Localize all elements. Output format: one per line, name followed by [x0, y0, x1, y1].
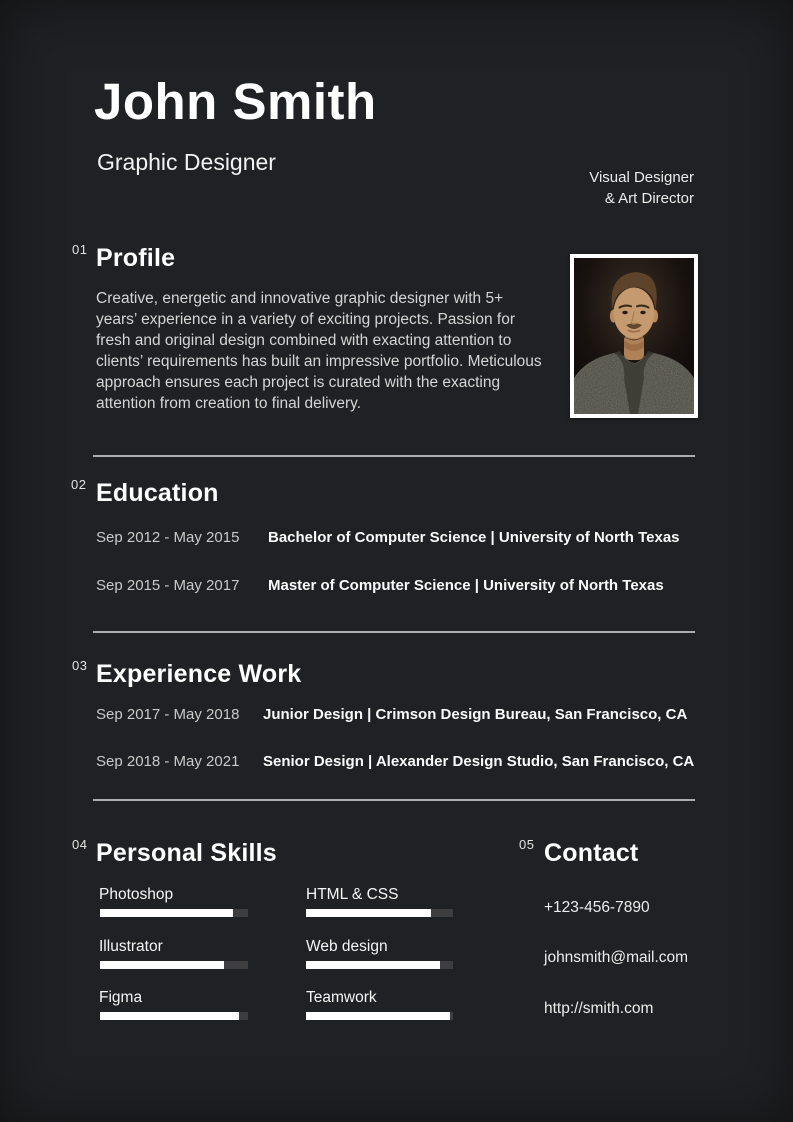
- skill-label: Illustrator: [99, 938, 163, 955]
- tagline: [589, 167, 694, 209]
- education-dates: Sep 2015 - May 2017: [96, 577, 240, 594]
- skill-bar-fill: [306, 1012, 450, 1020]
- contact-phone[interactable]: +123-456-7890: [544, 899, 650, 916]
- experience-dates: Sep 2017 - May 2018: [96, 706, 240, 723]
- skill-bar-fill: [306, 909, 431, 917]
- section-number-contact: 05: [519, 837, 535, 852]
- tagline-line-2: & Art Director: [604, 190, 694, 207]
- experience-detail: Senior Design | Alexander Design Studio, San Francisco, CA: [263, 753, 695, 770]
- skill-label: Photoshop: [99, 886, 174, 903]
- section-number-skills: 04: [72, 837, 88, 852]
- section-title-contact: Contact: [544, 839, 639, 867]
- skill-bar: [100, 961, 248, 969]
- profile-text: Creative, energetic and innovative graphic designer with 5+ years’ experience in a variety of exciting projects. Passion for fresh and original design combined with exacting attention to clients’ requirements has built an impressive portfolio. Meticulous approach ensures each project is curated with the exacting attention from creation to final delivery.: [96, 290, 542, 412]
- skill-bar: [100, 1012, 248, 1020]
- section-number-education: 02: [71, 477, 87, 492]
- portrait-photo: [570, 254, 698, 418]
- portrait-illustration: [574, 258, 694, 414]
- skill-bar-fill: [100, 961, 224, 969]
- section-number-profile: 01: [72, 242, 88, 257]
- divider: [93, 631, 695, 633]
- skill-bar-fill: [100, 909, 233, 917]
- skill-bar-fill: [306, 961, 440, 969]
- skill-bar: [306, 961, 453, 969]
- skill-label: HTML & CSS: [306, 886, 399, 903]
- section-title-experience: Experience Work: [96, 660, 302, 688]
- section-title-profile: Profile: [96, 244, 176, 272]
- divider: [93, 799, 695, 801]
- education-detail: Bachelor of Computer Science | University of North Texas: [268, 529, 680, 546]
- education-dates: Sep 2012 - May 2015: [96, 529, 240, 546]
- experience-dates: Sep 2018 - May 2021: [96, 753, 240, 770]
- skill-label: Teamwork: [306, 989, 377, 1006]
- experience-detail: Junior Design | Crimson Design Bureau, San Francisco, CA: [263, 706, 688, 723]
- skill-label: Figma: [99, 989, 143, 1006]
- skill-bar: [100, 909, 248, 917]
- contact-email[interactable]: johnsmith@mail.com: [544, 949, 689, 966]
- contact-website[interactable]: http://smith.com: [544, 1000, 654, 1017]
- skill-bar: [306, 1012, 453, 1020]
- section-title-education: Education: [96, 479, 219, 507]
- skill-bar-fill: [100, 1012, 239, 1020]
- skill-label: Web design: [306, 938, 388, 955]
- person-job-title: Graphic Designer: [97, 149, 276, 175]
- section-number-experience: 03: [72, 658, 88, 673]
- education-detail: Master of Computer Science | University of North Texas: [268, 577, 664, 594]
- section-title-skills: Personal Skills: [96, 839, 277, 867]
- person-name: John Smith: [94, 73, 377, 130]
- tagline-line-1: Visual Designer: [589, 169, 694, 186]
- skill-bar: [306, 909, 453, 917]
- divider: [93, 455, 695, 457]
